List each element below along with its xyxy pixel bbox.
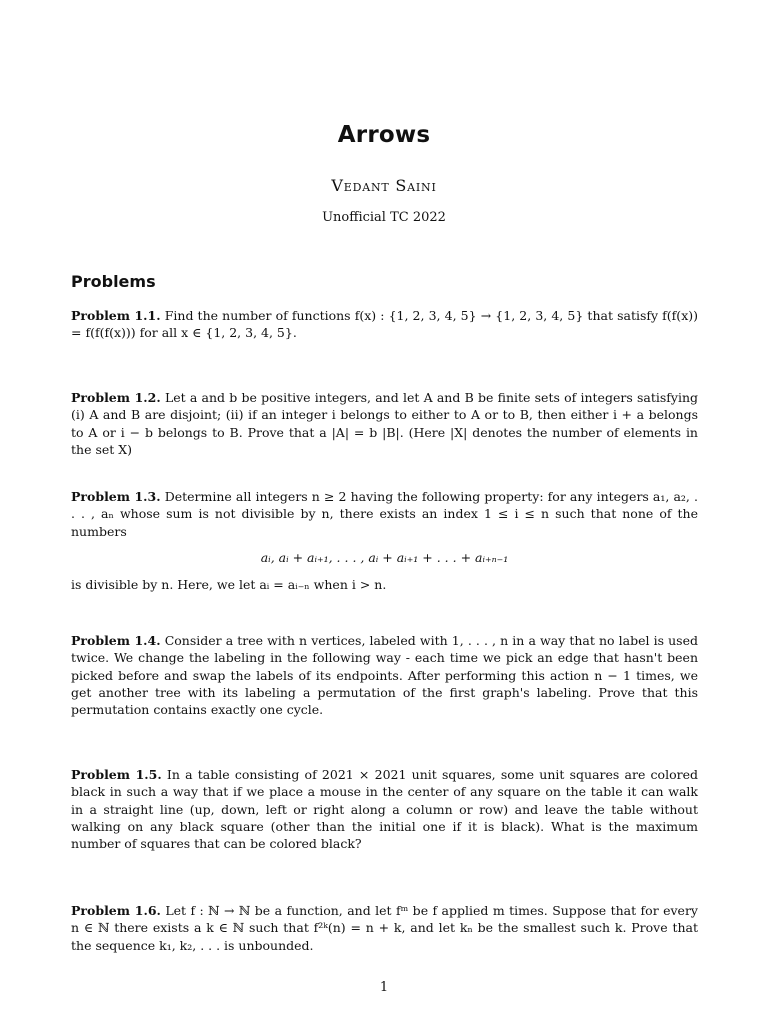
page-number: 1 (379, 980, 389, 995)
problem-label: Problem 1.3. (71, 489, 161, 504)
problem-label: Problem 1.4. (71, 633, 161, 648)
problem-text-continued: is divisible by n. Here, we let aᵢ = aᵢ₋ₙ when i > n. (71, 577, 387, 593)
problem-label: Problem 1.6. (71, 903, 161, 918)
problem-1-4 (71, 632, 698, 718)
problem-1-5 (71, 766, 698, 852)
problem-text: Determine all integers n ≥ 2 having the following property: for any integers a₁, a₂, . . . , aₙ whose sum is not divisible by n, there exists an index 1 ≤ i ≤ n such that none of the numbers (71, 489, 698, 539)
affiliation: Unofficial TC 2022 (322, 210, 446, 225)
problem-1-1 (71, 307, 698, 342)
document-title: Arrows (337, 122, 431, 148)
section-heading: Problems (71, 272, 156, 291)
problem-1-2 (71, 389, 698, 458)
problem-text: Consider a tree with n vertices, labeled with 1, . . . , n in a way that no label is used twice. We change the labeling in the following way - each time we pick an edge that hasn't been picked before and swap the labels of its endpoints. After performing this action n − 1 times, we get another tree with its labeling a permutation of the first graph's labeling. Prove that this permutation contains exactly one cycle. (71, 633, 698, 718)
problem-text: In a table consisting of 2021 × 2021 unit squares, some unit squares are colored black in such a way that if we place a mouse in the center of any square on the table it can walk in a straight line (up, down, left or right along a column or row) and leave the table without walking on any black square (other than the initial one if it is black). What is the maximum number of squares that can be colored black? (71, 767, 698, 852)
problem-1-6 (71, 902, 698, 954)
problem-text: Find the number of functions f(x) : {1, 2, 3, 4, 5} → {1, 2, 3, 4, 5} that satisfy f(f(x)) = f(f(f(x))) for all x ∈ {1, 2, 3, 4, 5}. (71, 308, 698, 341)
problem-label: Problem 1.1. (71, 308, 161, 323)
display-equation: aᵢ, aᵢ + aᵢ₊₁, . . . , aᵢ + aᵢ₊₁ + . . . + aᵢ₊ₙ₋₁ (260, 549, 509, 565)
problem-1-3 (71, 488, 698, 593)
problem-text: Let f : ℕ → ℕ be a function, and let fᵐ be f applied m times. Suppose that for every n ∈ ℕ there exists a k ∈ ℕ such that f²ᵏ(n) = n + k, and let kₙ be the smallest such k. Prove that the sequence k₁, k₂, . . . is unbounded. (71, 903, 698, 953)
problem-label: Problem 1.5. (71, 767, 162, 782)
problem-label: Problem 1.2. (71, 390, 161, 405)
author-name: Vedant Saini (331, 176, 437, 195)
problem-text: Let a and b be positive integers, and let A and B be finite sets of integers satisfying (i) A and B are disjoint; (ii) if an integer i belongs to either to A or to B, then either i + a belongs to A or i − b belongs to B. Prove that a |A| = b |B|. (Here |X| denotes the number of elements in the set X) (71, 390, 699, 457)
